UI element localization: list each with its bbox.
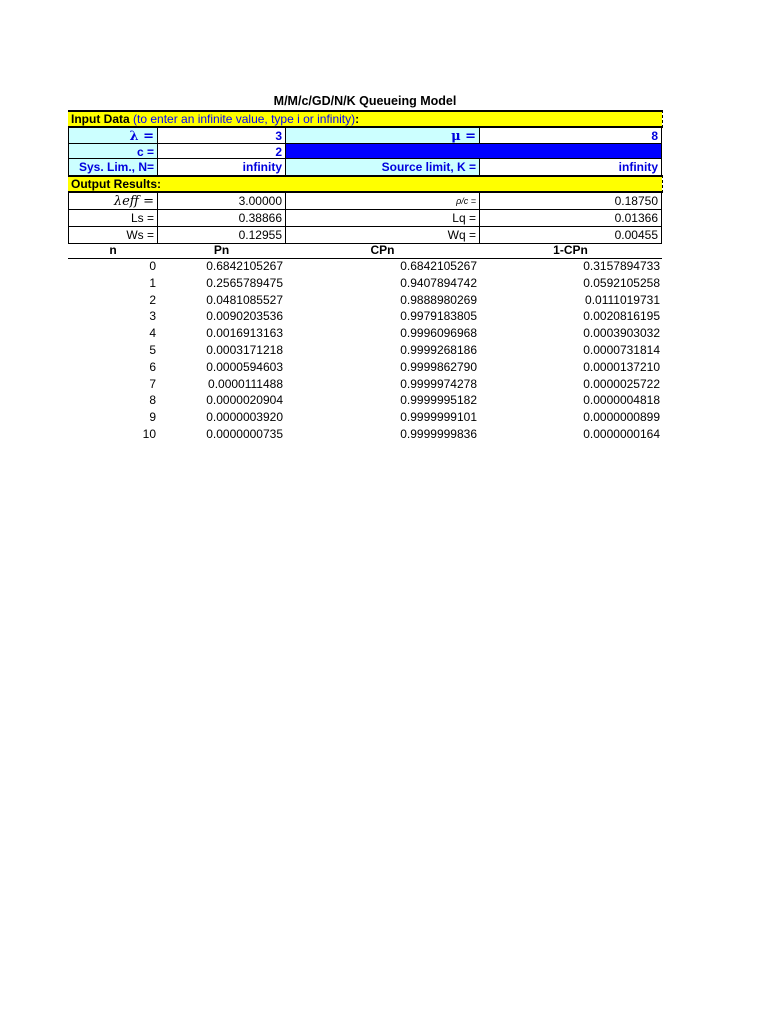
sys-lim-input[interactable]: infinity [157, 158, 286, 176]
mu-label: μ = [285, 127, 480, 144]
one-minus-cpn-cell: 0.0000000164 [583, 427, 660, 441]
col-header-cpn: CPn [370, 243, 395, 257]
wq-label: Wq = [285, 226, 480, 244]
n-cell: 9 [149, 410, 156, 425]
n-cell: 2 [149, 292, 156, 307]
pn-cell: 0.0000594603 [206, 359, 283, 374]
one-minus-cpn-cell: 0.0111019731 [585, 292, 660, 307]
cpn-cell: 0.9407894742 [400, 275, 477, 290]
one-minus-cpn-cell: 0.3157894733 [583, 259, 660, 273]
rho-label: ρ/c = [285, 192, 480, 210]
pn-cell: 0.0000111488 [208, 376, 283, 391]
sys-lim-label: Sys. Lim., N= [68, 158, 158, 176]
cpn-cell: 0.6842105267 [400, 259, 477, 273]
lambda-input[interactable]: 3 [157, 127, 286, 144]
lq-value: 0.01366 [479, 209, 662, 227]
col-header-n: n [109, 243, 117, 257]
ws-label: Ws = [68, 226, 158, 244]
one-minus-cpn-cell: 0.0020816195 [583, 309, 660, 324]
pn-cell: 0.0090203536 [206, 309, 283, 324]
n-cell: 10 [142, 427, 156, 441]
n-cell: 1 [149, 275, 156, 290]
sheet-title: M/M/c/GD/N/K Queueing Model [273, 94, 457, 108]
col-header-pn: Pn [213, 243, 230, 257]
mu-input[interactable]: 8 [479, 127, 662, 144]
input-data-heading: Input Data [71, 112, 130, 126]
one-minus-cpn-cell: 0.0000004818 [583, 393, 660, 408]
cpn-cell: 0.9979183805 [400, 309, 477, 324]
lq-label: Lq = [285, 209, 480, 227]
output-results-heading: Output Results: [71, 177, 161, 191]
n-cell: 7 [149, 376, 156, 391]
ls-label: Ls = [68, 209, 158, 227]
n-cell: 5 [149, 343, 156, 357]
c-label: c = [68, 143, 158, 159]
one-minus-cpn-cell: 0.0003903032 [583, 326, 660, 341]
cpn-cell: 0.9888980269 [400, 292, 477, 307]
one-minus-cpn-cell: 0.0592105258 [583, 275, 660, 290]
cpn-cell: 0.9999999836 [400, 427, 477, 441]
cpn-cell: 0.9999995182 [400, 393, 477, 408]
lambda-label: λ = [68, 127, 158, 144]
pn-cell: 0.0481085527 [206, 292, 283, 307]
input-data-note: (to enter an infinite value, type i or infinity) [133, 112, 356, 126]
wq-value: 0.00455 [479, 226, 662, 244]
source-limit-label: Source limit, K = [285, 158, 480, 176]
pn-cell: 0.0016913163 [206, 326, 283, 341]
filled-blue-cell [285, 143, 662, 159]
pn-cell: 0.0003171218 [206, 343, 283, 357]
cpn-cell: 0.9999862790 [400, 359, 477, 374]
n-cell: 4 [149, 326, 156, 341]
input-data-colon: : [355, 112, 360, 126]
col-header-1-cpn: 1-CPn [553, 243, 588, 257]
pn-cell: 0.0000000735 [206, 427, 283, 441]
one-minus-cpn-cell: 0.0000137210 [583, 359, 660, 374]
one-minus-cpn-cell: 0.0000000899 [583, 410, 660, 425]
cpn-cell: 0.9999974278 [400, 376, 477, 391]
pn-cell: 0.0000020904 [206, 393, 283, 408]
pn-cell: 0.0000003920 [206, 410, 283, 425]
cpn-cell: 0.9999268186 [400, 343, 477, 357]
n-cell: 6 [149, 359, 156, 374]
n-cell: 0 [149, 259, 156, 273]
pn-cell: 0.6842105267 [206, 259, 283, 273]
lambda-eff-label: λeff = [68, 192, 158, 210]
cpn-cell: 0.9996096968 [400, 326, 477, 341]
cpn-cell: 0.9999999101 [400, 410, 477, 425]
rho-value: 0.18750 [479, 192, 662, 210]
source-limit-input[interactable]: infinity [479, 158, 662, 176]
c-input[interactable]: 2 [157, 143, 286, 159]
pn-cell: 0.2565789475 [206, 275, 283, 290]
ws-value: 0.12955 [157, 226, 286, 244]
input-data-band [68, 110, 662, 128]
n-cell: 8 [149, 393, 156, 408]
ls-value: 0.38866 [157, 209, 286, 227]
one-minus-cpn-cell: 0.0000025722 [583, 376, 660, 391]
output-results-band [68, 175, 662, 193]
n-cell: 3 [149, 309, 156, 324]
one-minus-cpn-cell: 0.0000731814 [583, 343, 660, 357]
lambda-eff-value: 3.00000 [157, 192, 286, 210]
